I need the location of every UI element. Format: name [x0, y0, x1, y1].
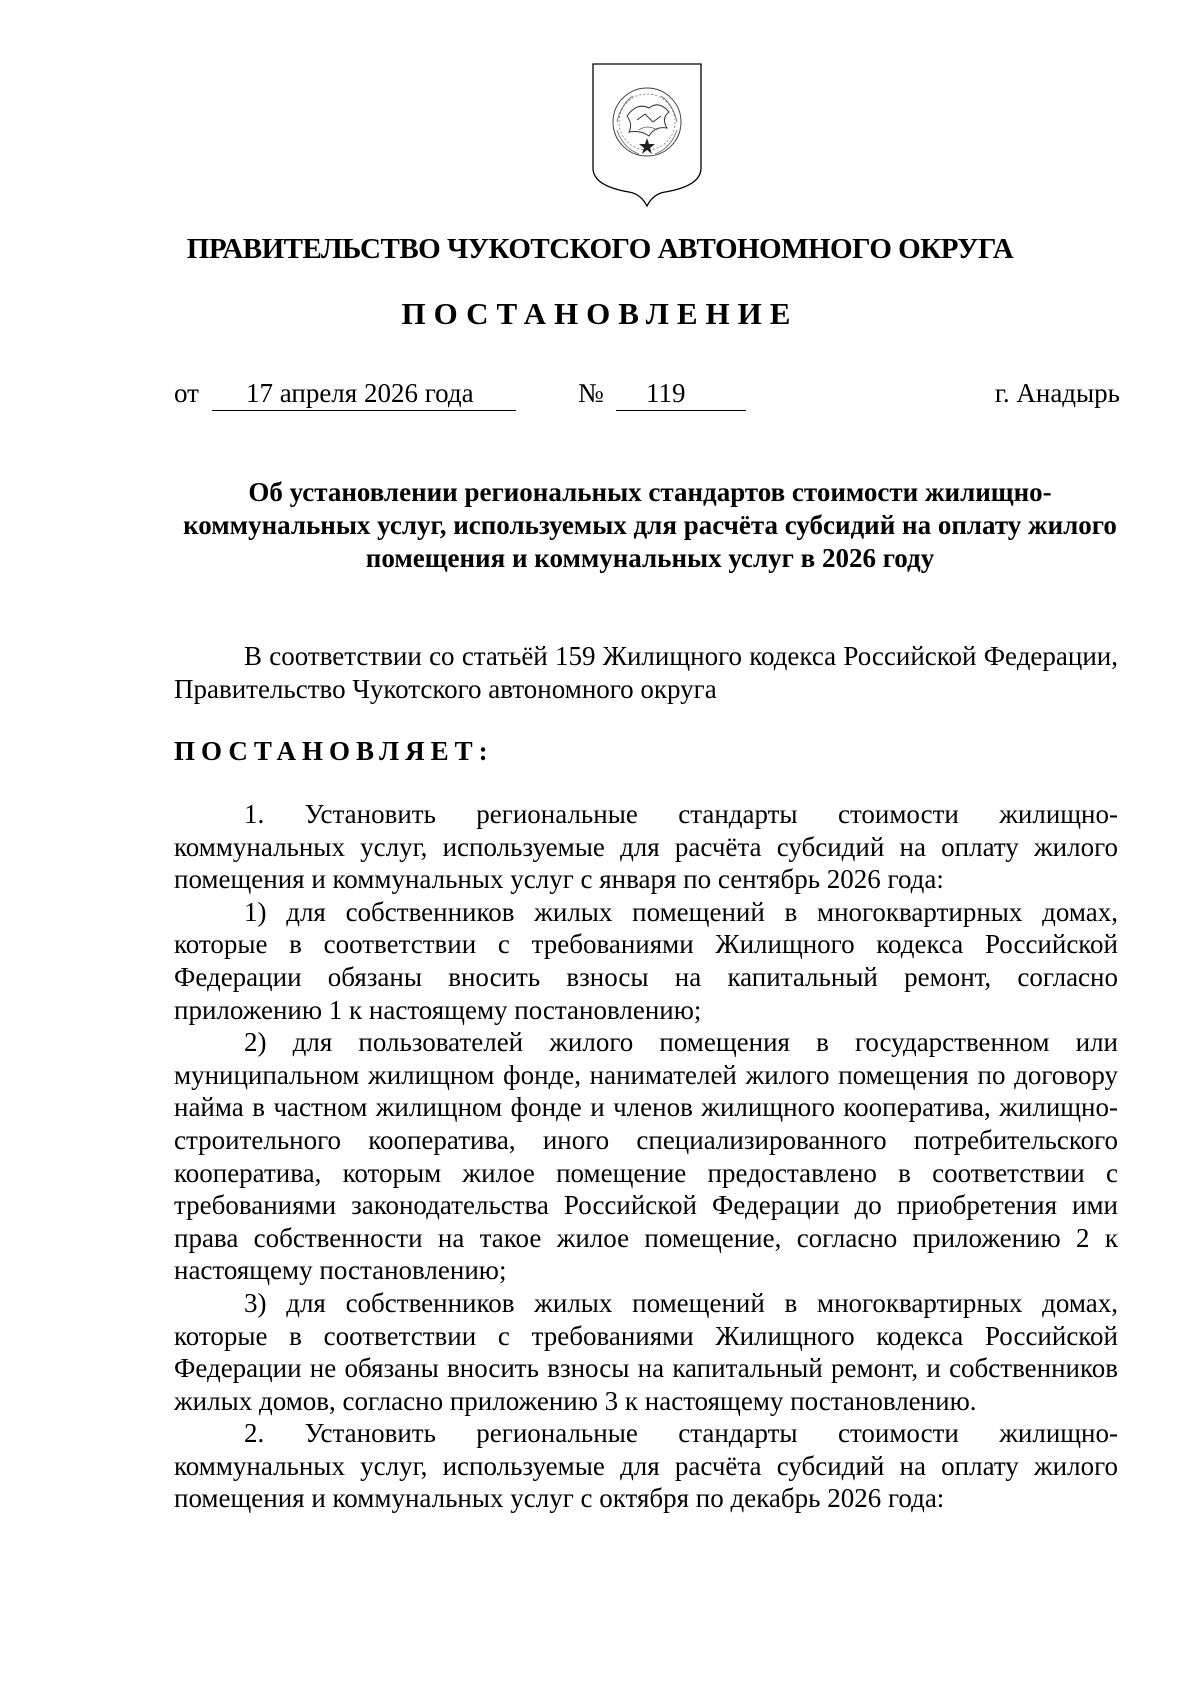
number-underline	[616, 410, 746, 411]
main-body	[174, 798, 1118, 1515]
paragraph-item-2: 2. Установить региональные стандарты стоимости жилищно-коммунальных услуг, используемые для расчёта субсидий на оплату жилого помещения и коммунальных услуг с октября по декабрь 2026 года:	[174, 1418, 1118, 1514]
preamble-block	[174, 640, 1118, 705]
document-date: 17 апреля 2026 года	[246, 378, 474, 408]
date-underline	[212, 410, 516, 411]
paragraph-item-1: 1. Установить региональные стандарты стоимости жилищно-коммунальных услуг, используемые для расчёта субсидий на оплату жилого помещения и коммунальных услуг с января по сентябрь 2026 года:	[174, 799, 1118, 895]
resolve-heading: ПОСТАНОВЛЯЕТ:	[174, 736, 494, 766]
coat-of-arms-emblem	[587, 60, 707, 210]
city-label: г. Анадырь	[994, 378, 1120, 408]
organization-title: ПРАВИТЕЛЬСТВО ЧУКОТСКОГО АВТОНОМНОГО ОКРУГА	[186, 233, 1014, 265]
document-number: 119	[646, 378, 686, 408]
subparagraph-2: 2) для пользователей жилого помещения в государственном или муниципальном жилищном фонде, нанимателей жилого помещения по договору найма в частном жилищном фонде и членов жилищного кооператива, жилищно-строительного кооператива, иного специализированного потребительского кооператива, которым жилое помещение предоставлено в соответствии с требованиями законодательства Российской Федерации до приобретения ими права собственности на такое жилое помещение, согласно приложению 2 к настоящему постановлению;	[174, 1027, 1118, 1286]
preamble-text: В соответствии со статьёй 159 Жилищного кодекса Российской Федерации, Правительство Чукотского автономного округа	[174, 641, 1118, 704]
subparagraph-3: 3) для собственников жилых помещений в многоквартирных домах, которые в соответствии с требованиями Жилищного кодекса Российской Федерации не обязаны вносить взносы на капитальный ремонт, и собственников жилых домов, согласно приложению 3 к настоящему постановлению.	[174, 1287, 1118, 1416]
number-sign-label: №	[578, 378, 604, 408]
document-type-title: ПОСТАНОВЛЕНИЕ	[401, 296, 799, 331]
document-subject-heading: Об установлении региональных стандартов стоимости жилищно-коммунальных услуг, используемых для расчёта субсидий на оплату жилого помещения и коммунальных услуг в 2026 году	[183, 477, 1117, 573]
subparagraph-1: 1) для собственников жилых помещений в многоквартирных домах, которые в соответствии с требованиями Жилищного кодекса Российской Федерации обязаны вносить взносы на капитальный ремонт, согласно приложению 1 к настоящему постановлению;	[174, 896, 1118, 1025]
date-prefix-label: от	[174, 378, 199, 408]
